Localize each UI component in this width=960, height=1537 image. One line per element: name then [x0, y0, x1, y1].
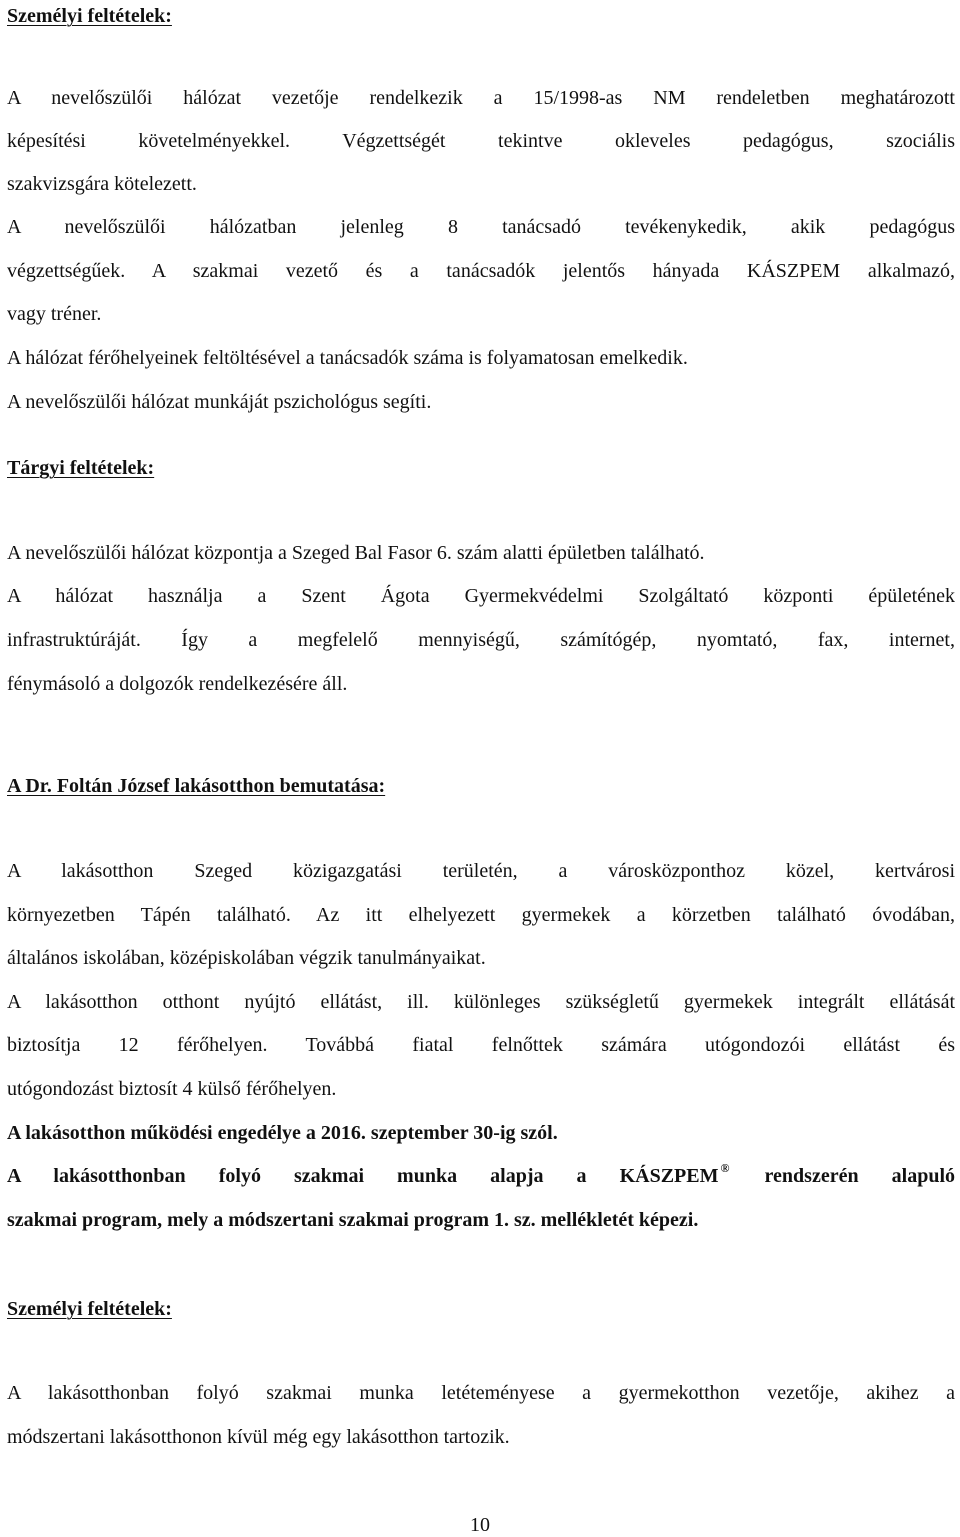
- paragraph-line: szakvizsgára kötelezett.: [7, 173, 197, 195]
- paragraph-line: A nevelőszülői hálózat központja a Szeged Bal Fasor 6. szám alatti épületben található.: [7, 542, 705, 564]
- paragraph-line: A hálózat férőhelyeinek feltöltésével a tanácsadók száma is folyamatosan emelkedik.: [7, 347, 688, 369]
- method-statement-part2: rendszerén alapuló: [764, 1165, 955, 1187]
- method-statement-part1: A lakásotthonban folyó szakmai munka alapja a KÁSZPEM: [7, 1165, 719, 1187]
- paragraph-line: A lakásotthonban folyó szakmai munka letéteményese a gyermekotthon vezetője, akihez a: [7, 1382, 955, 1404]
- license-statement: A lakásotthon működési engedélye a 2016. szeptember 30-ig szól.: [7, 1122, 558, 1144]
- paragraph-line: módszertani lakásotthonon kívül még egy lakásotthon tartozik.: [7, 1426, 510, 1448]
- method-statement: [7, 1161, 955, 1188]
- paragraph-line: A hálózat használja a Szent Ágota Gyermekvédelmi Szolgáltató központi épületének: [7, 585, 955, 607]
- page-number: 10: [470, 1514, 490, 1536]
- section-heading-material: Tárgyi feltételek:: [7, 457, 155, 479]
- paragraph-line: A lakásotthon Szeged közigazgatási területén, a városközponthoz közel, kertvárosi: [7, 860, 955, 882]
- paragraph-line: képesítési követelményekkel. Végzettségét tekintve okleveles pedagógus, szociális: [7, 130, 955, 152]
- paragraph-line: A nevelőszülői hálózat vezetője rendelkezik a 15/1998-as NM rendeletben meghatározott: [7, 87, 955, 109]
- section-heading-home-intro: A Dr. Foltán József lakásotthon bemutatása:: [7, 775, 386, 797]
- paragraph-line: környezetben Tápén található. Az itt elhelyezett gyermekek a körzetben található óvodában,: [7, 904, 955, 926]
- paragraph-line: A nevelőszülői hálózat munkáját pszichológus segíti.: [7, 391, 432, 413]
- paragraph-line: infrastruktúráját. Így a megfelelő mennyiségű, számítógép, nyomtató, fax, internet,: [7, 629, 955, 651]
- paragraph-line: A lakásotthon otthont nyújtó ellátást, ill. különleges szükségletű gyermekek integrált ellátását: [7, 991, 955, 1013]
- paragraph-line: biztosítja 12 férőhelyen. Továbbá fiatal felnőttek számára utógondozói ellátást és: [7, 1034, 955, 1056]
- section-heading-personnel-2: Személyi feltételek:: [7, 1298, 172, 1320]
- paragraph-line: fénymásoló a dolgozók rendelkezésére áll.: [7, 673, 348, 695]
- paragraph-line: általános iskolában, középiskolában végzik tanulmányaikat.: [7, 947, 486, 969]
- paragraph-line: végzettségűek. A szakmai vezető és a tanácsadók jelentős hányada KÁSZPEM alkalmazó,: [7, 260, 955, 282]
- method-statement-cont: szakmai program, mely a módszertani szakmai program 1. sz. mellékletét képezi.: [7, 1209, 699, 1231]
- registered-trademark-mark: ®: [720, 1161, 730, 1175]
- paragraph-line: vagy tréner.: [7, 303, 102, 325]
- paragraph-line: A nevelőszülői hálózatban jelenleg 8 tanácsadó tevékenykedik, akik pedagógus: [7, 216, 955, 238]
- section-heading-personnel: Személyi feltételek:: [7, 5, 172, 27]
- paragraph-line: utógondozást biztosít 4 külső férőhelyen.: [7, 1078, 337, 1100]
